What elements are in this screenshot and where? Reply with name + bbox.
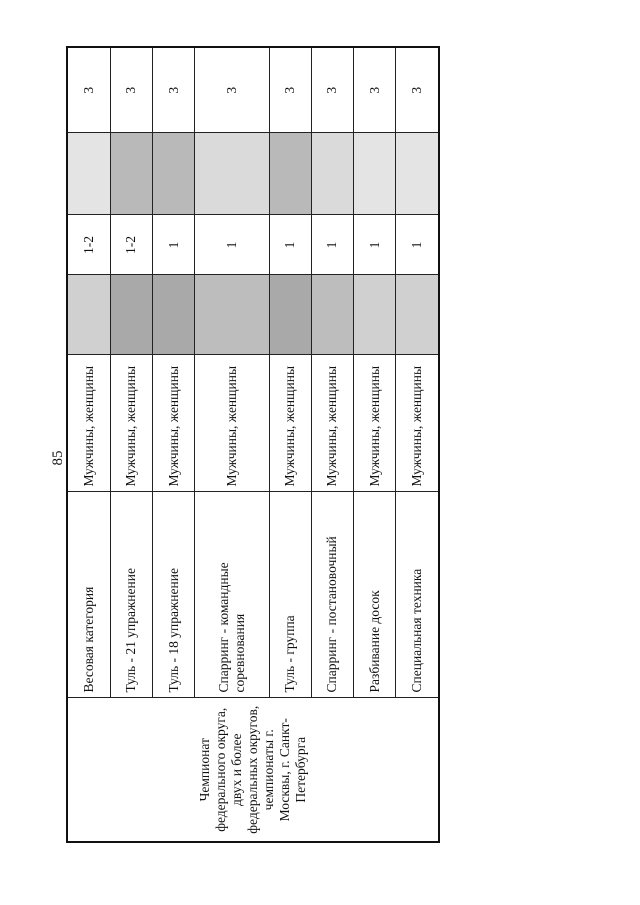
discipline-cell: Спарринг - постановочный	[311, 492, 353, 698]
place-cell: 1	[269, 215, 311, 275]
page-number: 85	[50, 450, 66, 466]
shaded-cell	[396, 133, 439, 215]
sex-cell: Мужчины, женщины	[152, 355, 194, 492]
place-cell: 1	[353, 215, 395, 275]
sex-cell: Мужчины, женщины	[110, 355, 152, 492]
points-cell: 3	[152, 47, 194, 133]
shaded-cell	[396, 275, 439, 355]
sex-cell: Мужчины, женщины	[67, 355, 110, 492]
sex-cell: Мужчины, женщины	[311, 355, 353, 492]
shaded-cell	[110, 275, 152, 355]
shaded-cell	[67, 275, 110, 355]
place-cell: 1	[311, 215, 353, 275]
points-cell: 3	[269, 47, 311, 133]
qualification-table	[66, 46, 440, 843]
discipline-cell: Туль - 18 упражнение	[152, 492, 194, 698]
shaded-cell	[269, 275, 311, 355]
discipline-cell: Туль - группа	[269, 492, 311, 698]
points-cell: 3	[311, 47, 353, 133]
place-cell: 1	[195, 215, 269, 275]
shaded-cell	[353, 133, 395, 215]
rotated-table-container	[66, 48, 440, 843]
table-row	[67, 47, 110, 842]
shaded-cell	[311, 133, 353, 215]
shaded-cell	[152, 275, 194, 355]
shaded-cell	[152, 133, 194, 215]
discipline-cell: Туль - 21 упражнение	[110, 492, 152, 698]
discipline-cell: Весовая категория	[67, 492, 110, 698]
place-cell: 1	[152, 215, 194, 275]
shaded-cell	[110, 133, 152, 215]
sex-cell: Мужчины, женщины	[353, 355, 395, 492]
shaded-cell	[195, 275, 269, 355]
discipline-cell: Спарринг - командные соревнования	[195, 492, 269, 698]
place-cell: 1-2	[67, 215, 110, 275]
sex-cell: Мужчины, женщины	[195, 355, 269, 492]
shaded-cell	[67, 133, 110, 215]
discipline-cell: Специальная техника	[396, 492, 439, 698]
competition-cell: Чемпионат федерального округа, двух и более федеральных округов, чемпионаты г. Москвы, г. Санкт-Петербурга	[67, 698, 439, 842]
sex-cell: Мужчины, женщины	[269, 355, 311, 492]
place-cell: 1-2	[110, 215, 152, 275]
shaded-cell	[269, 133, 311, 215]
points-cell: 3	[396, 47, 439, 133]
points-cell: 3	[195, 47, 269, 133]
points-cell: 3	[67, 47, 110, 133]
place-cell: 1	[396, 215, 439, 275]
shaded-cell	[311, 275, 353, 355]
sex-cell: Мужчины, женщины	[396, 355, 439, 492]
points-cell: 3	[110, 47, 152, 133]
discipline-cell: Разбивание досок	[353, 492, 395, 698]
shaded-cell	[195, 133, 269, 215]
points-cell: 3	[353, 47, 395, 133]
shaded-cell	[353, 275, 395, 355]
